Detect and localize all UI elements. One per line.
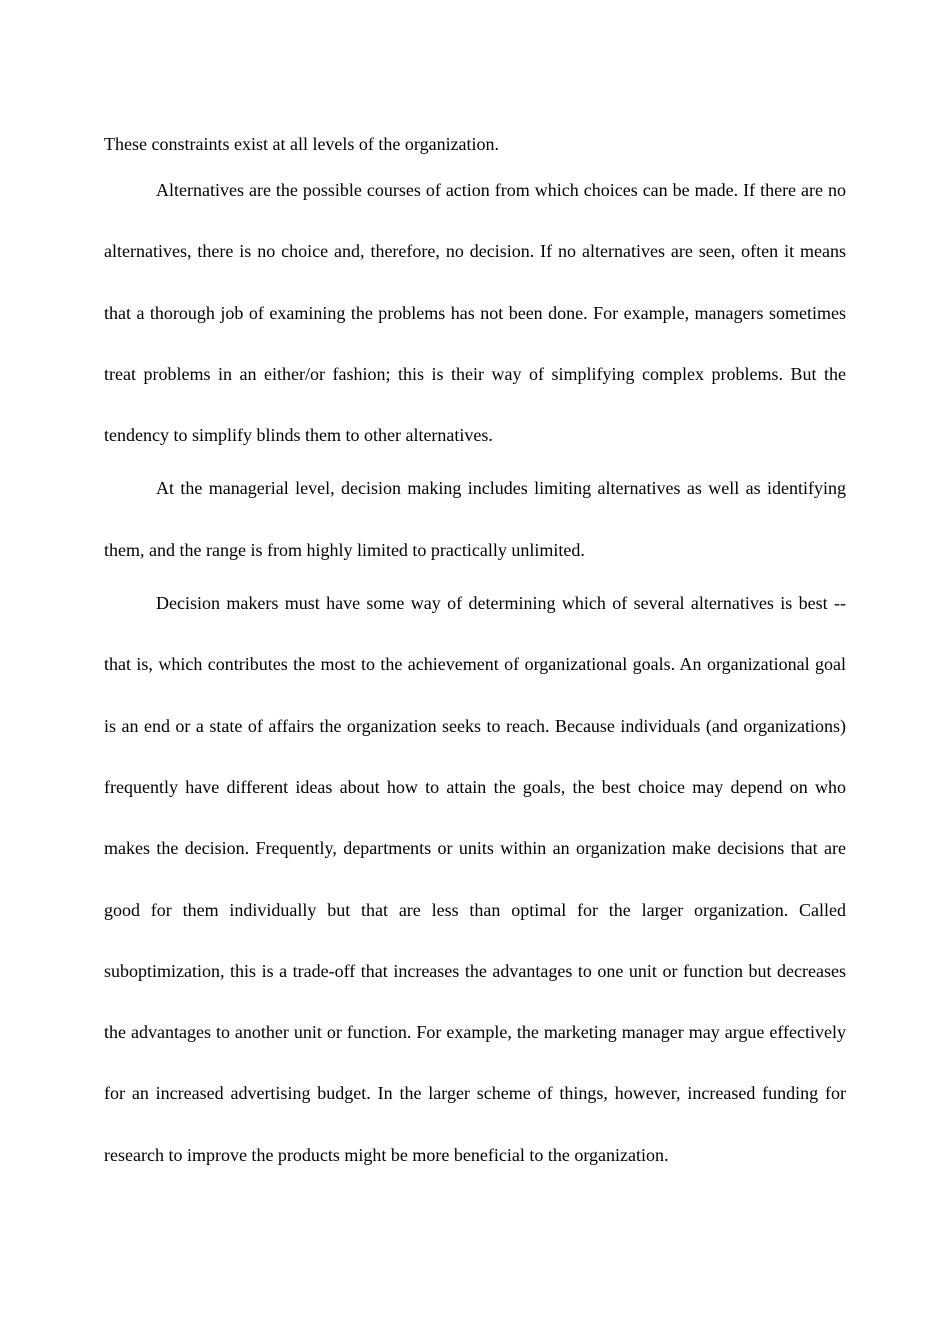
paragraph-managerial-level: At the managerial level, decision making includes limiting alternatives as well as identifying them, and the range is from highly limited to practically unlimited. xyxy=(104,478,846,560)
paragraph-alternatives: Alternatives are the possible courses of action from which choices can be made. If there are no alternatives, there is no choice and, therefore, no decision. If no alternatives are seen, often it means that a thorough job of examining the problems has not been done. For example, managers sometimes treat problems in an either/or fashion; this is their way of simplifying complex problems. But the tendency to simplify blinds them to other alternatives. xyxy=(104,180,846,446)
paragraph-decision-makers: Decision makers must have some way of determining which of several alternatives is best -- that is, which contributes the most to the achievement of organizational goals. An organizational goal is an end or a state of affairs the organization seeks to reach. Because individuals (and organizations) frequently have different ideas about how to attain the goals, the best choice may depend on who makes the decision. Frequently, departments or units within an organization make decisions that are good for them individually but that are less than optimal for the larger organization. Called suboptimization, this is a trade-off that increases the advantages to one unit or function but decreases the advantages to another unit or function. For example, the marketing manager may argue effectively for an increased advertising budget. In the larger scheme of things, however, increased funding for research to improve the products might be more beneficial to the organization. xyxy=(104,593,846,1165)
paragraph-continuation: These constraints exist at all levels of the organization. xyxy=(104,134,500,154)
document-body xyxy=(104,131,846,1186)
